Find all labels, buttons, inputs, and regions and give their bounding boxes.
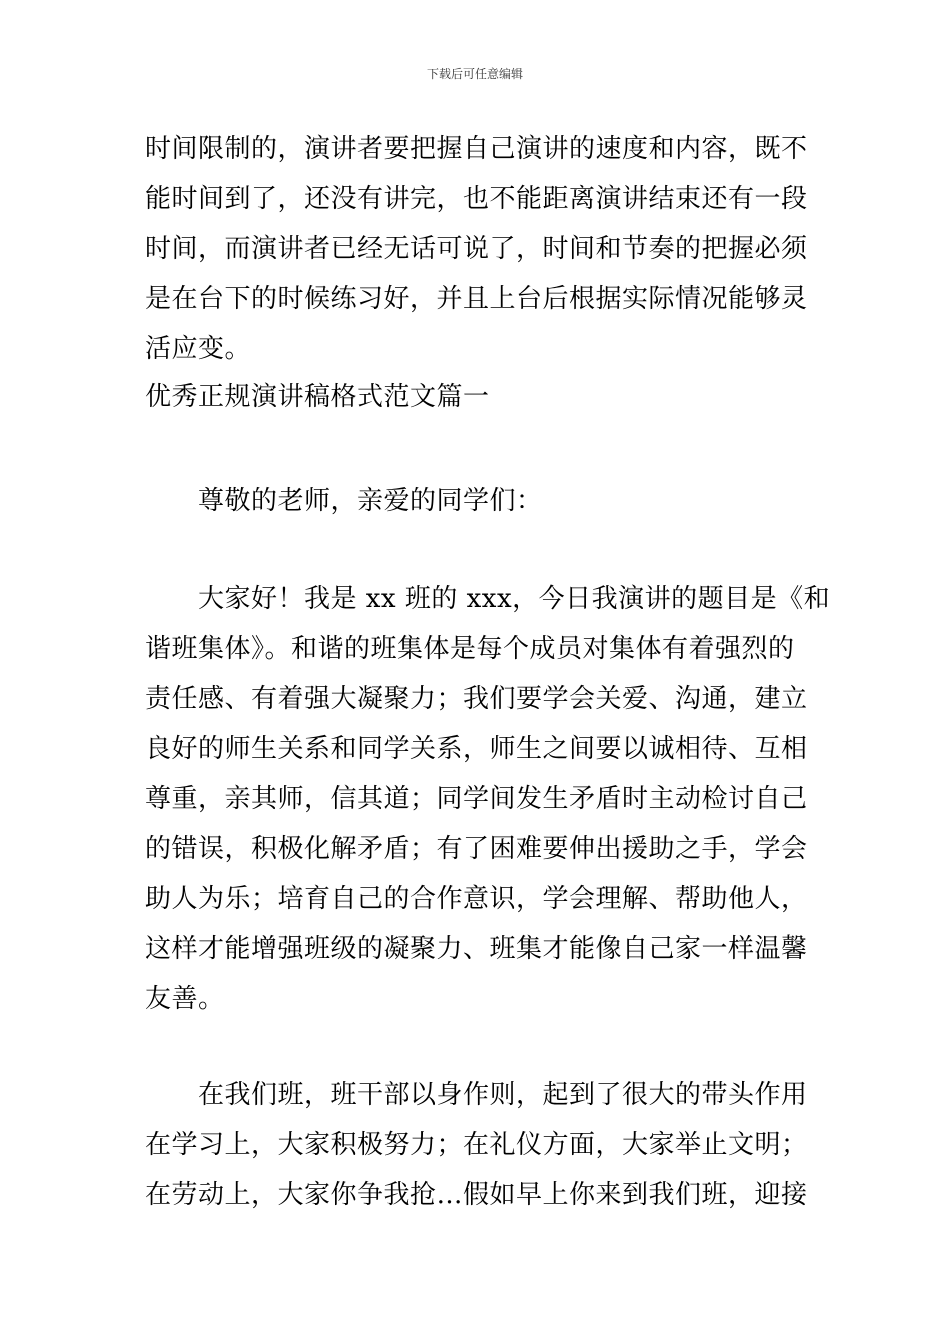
body-line: 助人为乐；培育自己的合作意识，学会理解、帮助他人， xyxy=(145,884,808,914)
body-line: 活应变。 xyxy=(145,334,252,364)
body-line: 在劳动上，大家你争我抢…假如早上你来到我们班，迎接 xyxy=(145,1180,808,1210)
body-line: 在我们班，班干部以身作则，起到了很大的带头作用 xyxy=(145,1080,808,1110)
body-line: 时间，而演讲者已经无话可说了，时间和节奏的把握必须 xyxy=(145,234,808,264)
body-line: 能时间到了，还没有讲完，也不能距离演讲结束还有一段 xyxy=(145,184,808,214)
body-line: 的错误，积极化解矛盾；有了困难要伸出援助之手，学会 xyxy=(145,834,808,864)
body-line: 在学习上，大家积极努力；在礼仪方面，大家举止文明； xyxy=(145,1130,808,1160)
body-line: 是在台下的时候练习好，并且上台后根据实际情况能够灵 xyxy=(145,284,808,314)
body-line: 谐班集体》。和谐的班集体是每个成员对集体有着强烈的 xyxy=(145,634,795,664)
page-header: 下载后可任意编辑 xyxy=(426,67,523,81)
body-line: 责任感、有着强大凝聚力；我们要学会关爱、沟通，建立 xyxy=(145,684,808,714)
body-line: 大家好！我是 xx 班的 xxx，今日我演讲的题目是《和 xyxy=(145,584,831,614)
body-line: 良好的师生关系和同学关系，师生之间要以诚相待、互相 xyxy=(145,734,808,764)
body-line: 友善。 xyxy=(145,984,225,1014)
body-line: 时间限制的，演讲者要把握自己演讲的速度和内容，既不 xyxy=(145,134,808,164)
section-title: 优秀正规演讲稿格式范文篇一 xyxy=(145,382,490,412)
body-line: 尊重，亲其师，信其道；同学间发生矛盾时主动检讨自己 xyxy=(145,784,808,814)
salutation: 尊敬的老师，亲爱的同学们： xyxy=(145,486,543,516)
body-line: 这样才能增强班级的凝聚力、班集才能像自己家一样温馨 xyxy=(145,934,808,964)
